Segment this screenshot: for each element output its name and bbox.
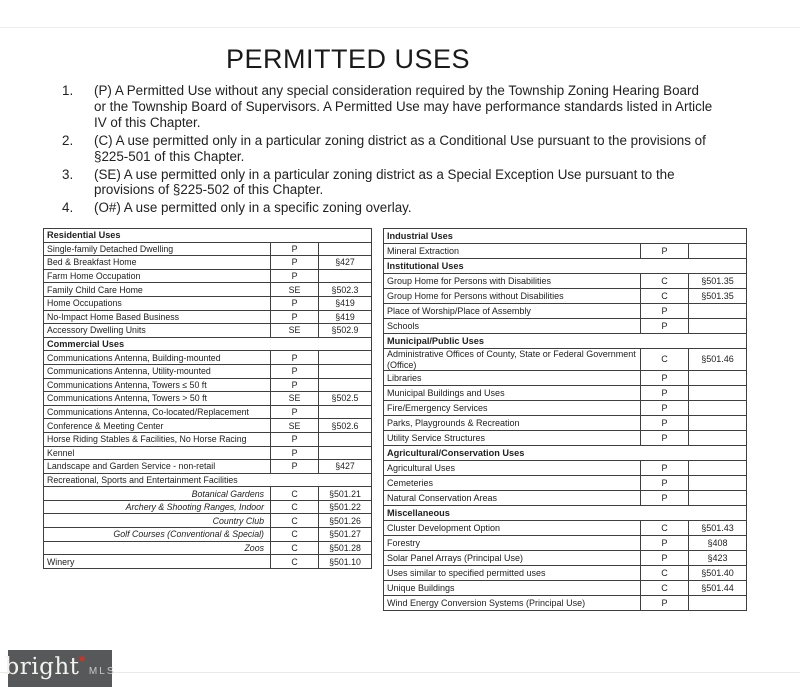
permission-code-cell: C <box>271 487 319 501</box>
section-ref-cell <box>689 416 747 431</box>
use-name-cell: Municipal Buildings and Uses <box>384 386 641 401</box>
right-table-body <box>384 229 747 611</box>
permitted-uses-table-right <box>383 228 747 611</box>
section-ref-cell: §501.28 <box>319 541 372 555</box>
table-row <box>44 242 372 256</box>
use-name-cell: Single-family Detached Dwelling <box>44 242 271 256</box>
table-row <box>44 473 372 487</box>
table-row <box>384 491 747 506</box>
use-name-cell: Horse Riding Stables & Facilities, No Horse Racing <box>44 432 271 446</box>
section-ref-cell: §501.22 <box>319 500 372 514</box>
permission-code-cell: P <box>271 269 319 283</box>
section-ref-cell <box>689 476 747 491</box>
use-name-cell: Golf Courses (Conventional & Special) <box>44 528 271 542</box>
use-name-cell: Botanical Gardens <box>44 487 271 501</box>
use-name-cell: Wind Energy Conversion Systems (Principal Use) <box>384 596 641 611</box>
permission-code-cell: C <box>641 566 689 581</box>
category-span-cell: Recreational, Sports and Entertainment Facilities <box>44 473 372 487</box>
use-name-cell: Cemeteries <box>384 476 641 491</box>
section-ref-cell <box>319 351 372 365</box>
permission-code-cell: C <box>641 274 689 289</box>
use-name-cell: Uses similar to specified permitted uses <box>384 566 641 581</box>
section-ref-cell <box>319 242 372 256</box>
permission-code-cell: P <box>641 386 689 401</box>
table-row <box>384 334 747 349</box>
table-row <box>384 259 747 274</box>
table-row <box>384 536 747 551</box>
permission-code-cell: P <box>271 446 319 460</box>
table-row <box>44 487 372 501</box>
table-row <box>384 461 747 476</box>
left-table-body <box>44 229 372 569</box>
table-row <box>44 351 372 365</box>
use-name-cell: Parks, Playgrounds & Recreation <box>384 416 641 431</box>
use-name-cell: Agricultural Uses <box>384 461 641 476</box>
use-name-cell: Forestry <box>384 536 641 551</box>
permission-code-cell: C <box>641 521 689 536</box>
use-name-cell: Farm Home Occupation <box>44 269 271 283</box>
section-header-cell: Municipal/Public Uses <box>384 334 747 349</box>
use-name-cell: Home Occupations <box>44 296 271 310</box>
section-ref-cell <box>689 491 747 506</box>
section-ref-cell <box>319 432 372 446</box>
table-row <box>384 581 747 596</box>
permission-code-cell: P <box>641 536 689 551</box>
table-row <box>44 541 372 555</box>
section-ref-cell: §501.27 <box>319 528 372 542</box>
section-header-cell: Commercial Uses <box>44 337 372 351</box>
definition-text: (P) A Permitted Use without any special consideration required by the Township Zoning Hearing Board or the Township Board of Supervisors. A Permitted Use may have performance standards listed in Article IV of this Chapter. <box>94 83 713 130</box>
definition-text: (C) A use permitted only in a particular zoning district as a Conditional Use pursuant to the provisions of §225-501 of this Chapter. <box>94 132 706 164</box>
permission-code-cell: SE <box>271 283 319 297</box>
use-name-cell: Conference & Meeting Center <box>44 419 271 433</box>
bright-mls-logo-suffix: MLS <box>88 666 116 677</box>
permission-code-cell: P <box>641 401 689 416</box>
permission-code-cell: SE <box>271 392 319 406</box>
table-row <box>384 401 747 416</box>
table-row <box>384 416 747 431</box>
definition-number: 4. <box>62 200 74 216</box>
table-row <box>384 349 747 371</box>
use-name-cell: Mineral Extraction <box>384 244 641 259</box>
section-ref-cell: §501.35 <box>689 289 747 304</box>
definition-text: (SE) A use permitted only in a particular zoning district as a Special Exception Use pursuant to the provisions of §225-502 of this Chapter. <box>94 166 675 198</box>
permission-code-cell: P <box>641 371 689 386</box>
use-name-cell: Kennel <box>44 446 271 460</box>
table-row <box>384 506 747 521</box>
table-row <box>384 371 747 386</box>
page-title: PERMITTED USES <box>225 44 471 74</box>
section-ref-cell: §501.40 <box>689 566 747 581</box>
section-ref-cell: §501.46 <box>689 349 747 371</box>
permission-code-cell: P <box>271 405 319 419</box>
permission-code-cell: C <box>641 349 689 371</box>
permission-code-cell: P <box>641 596 689 611</box>
use-name-cell: Winery <box>44 555 271 569</box>
table-row <box>44 460 372 474</box>
section-ref-cell <box>319 269 372 283</box>
use-name-cell: Utility Service Structures <box>384 431 641 446</box>
permission-code-cell: P <box>641 416 689 431</box>
table-row <box>44 432 372 446</box>
definition-item <box>62 200 714 216</box>
table-row <box>384 446 747 461</box>
use-name-cell: Zoos <box>44 541 271 555</box>
table-row <box>44 514 372 528</box>
permission-code-cell: P <box>271 310 319 324</box>
section-ref-cell <box>689 596 747 611</box>
table-row <box>44 378 372 392</box>
table-row <box>44 419 372 433</box>
table-row <box>44 283 372 297</box>
permission-code-cell: C <box>271 500 319 514</box>
section-ref-cell <box>689 244 747 259</box>
section-ref-cell: §502.3 <box>319 283 372 297</box>
use-name-cell: No-Impact Home Based Business <box>44 310 271 324</box>
use-name-cell: Family Child Care Home <box>44 283 271 297</box>
section-ref-cell <box>319 378 372 392</box>
star-icon: ✱ <box>78 654 86 664</box>
definition-text: (O#) A use permitted only in a specific zoning overlay. <box>94 200 412 216</box>
section-ref-cell <box>689 304 747 319</box>
table-row <box>384 319 747 334</box>
permission-code-cell: P <box>271 242 319 256</box>
permitted-uses-table-left <box>43 228 372 569</box>
use-name-cell: Accessory Dwelling Units <box>44 324 271 338</box>
table-row <box>384 274 747 289</box>
section-ref-cell: §427 <box>319 460 372 474</box>
table-row <box>384 304 747 319</box>
permission-code-cell: P <box>641 244 689 259</box>
definition-item <box>62 83 714 131</box>
table-row <box>44 256 372 270</box>
permission-code-cell: P <box>641 431 689 446</box>
table-row <box>44 500 372 514</box>
use-name-cell: Unique Buildings <box>384 581 641 596</box>
section-ref-cell: §423 <box>689 551 747 566</box>
section-ref-cell: §501.10 <box>319 555 372 569</box>
use-name-cell: Schools <box>384 319 641 334</box>
section-ref-cell <box>319 364 372 378</box>
permission-code-cell: P <box>641 551 689 566</box>
table-row <box>384 566 747 581</box>
page-top-divider <box>0 27 800 28</box>
section-ref-cell <box>319 446 372 460</box>
definitions-list <box>62 83 714 218</box>
section-ref-cell: §501.35 <box>689 274 747 289</box>
section-ref-cell <box>319 405 372 419</box>
section-header-cell: Agricultural/Conservation Uses <box>384 446 747 461</box>
permission-code-cell: P <box>271 460 319 474</box>
table-row <box>44 337 372 351</box>
permission-code-cell: C <box>641 289 689 304</box>
permission-code-cell: P <box>271 256 319 270</box>
permission-code-cell: P <box>641 319 689 334</box>
use-name-cell: Natural Conservation Areas <box>384 491 641 506</box>
permission-code-cell: C <box>271 555 319 569</box>
table-row <box>384 551 747 566</box>
permission-code-cell: C <box>271 541 319 555</box>
use-name-cell: Fire/Emergency Services <box>384 401 641 416</box>
section-ref-cell <box>689 401 747 416</box>
table-row <box>384 386 747 401</box>
use-name-cell: Administrative Offices of County, State or Federal Government (Office) <box>384 349 641 371</box>
table-row <box>44 229 372 243</box>
permission-code-cell: SE <box>271 324 319 338</box>
use-name-cell: Country Club <box>44 514 271 528</box>
section-header-cell: Institutional Uses <box>384 259 747 274</box>
definition-item <box>62 167 714 199</box>
table-row <box>44 296 372 310</box>
use-name-cell: Archery & Shooting Ranges, Indoor <box>44 500 271 514</box>
definition-number: 3. <box>62 166 74 182</box>
table-row <box>44 405 372 419</box>
section-ref-cell: §502.5 <box>319 392 372 406</box>
permission-code-cell: P <box>641 476 689 491</box>
table-row <box>44 392 372 406</box>
section-ref-cell: §501.21 <box>319 487 372 501</box>
definition-item <box>62 133 714 165</box>
section-ref-cell: §408 <box>689 536 747 551</box>
use-name-cell: Communications Antenna, Utility-mounted <box>44 364 271 378</box>
table-row <box>44 364 372 378</box>
definition-number: 2. <box>62 132 74 148</box>
table-row <box>44 446 372 460</box>
permission-code-cell: C <box>641 581 689 596</box>
use-name-cell: Communications Antenna, Towers > 50 ft <box>44 392 271 406</box>
section-ref-cell: §419 <box>319 296 372 310</box>
section-ref-cell <box>689 461 747 476</box>
use-name-cell: Libraries <box>384 371 641 386</box>
permission-code-cell: P <box>271 378 319 392</box>
section-ref-cell <box>689 319 747 334</box>
use-name-cell: Solar Panel Arrays (Principal Use) <box>384 551 641 566</box>
permission-code-cell: SE <box>271 419 319 433</box>
definition-number: 1. <box>62 83 74 98</box>
table-row <box>384 244 747 259</box>
section-ref-cell: §501.43 <box>689 521 747 536</box>
bright-mls-logo <box>4 650 116 687</box>
permission-code-cell: P <box>271 432 319 446</box>
permission-code-cell: P <box>641 461 689 476</box>
table-row <box>44 555 372 569</box>
table-row <box>384 289 747 304</box>
section-ref-cell: §427 <box>319 256 372 270</box>
table-row <box>384 521 747 536</box>
use-name-cell: Group Home for Persons without Disabilities <box>384 289 641 304</box>
use-name-cell: Communications Antenna, Co-located/Replacement <box>44 405 271 419</box>
section-ref-cell <box>689 386 747 401</box>
section-header-cell: Miscellaneous <box>384 506 747 521</box>
section-ref-cell: §502.9 <box>319 324 372 338</box>
permission-code-cell: C <box>271 528 319 542</box>
table-row <box>44 310 372 324</box>
use-name-cell: Place of Worship/Place of Assembly <box>384 304 641 319</box>
section-ref-cell: §502.6 <box>319 419 372 433</box>
use-name-cell: Communications Antenna, Towers ≤ 50 ft <box>44 378 271 392</box>
use-name-cell: Cluster Development Option <box>384 521 641 536</box>
table-row <box>384 476 747 491</box>
section-header-cell: Industrial Uses <box>384 229 747 244</box>
permission-code-cell: P <box>271 351 319 365</box>
permission-code-cell: P <box>641 304 689 319</box>
table-row <box>384 229 747 244</box>
section-ref-cell <box>689 371 747 386</box>
use-name-cell: Group Home for Persons with Disabilities <box>384 274 641 289</box>
bright-mls-logo-wordmark: bright <box>4 654 80 680</box>
permission-code-cell: P <box>271 364 319 378</box>
permission-code-cell: C <box>271 514 319 528</box>
table-row <box>384 596 747 611</box>
section-ref-cell <box>689 431 747 446</box>
section-ref-cell: §501.26 <box>319 514 372 528</box>
page-bottom-divider <box>0 672 800 673</box>
table-row <box>44 528 372 542</box>
section-ref-cell: §419 <box>319 310 372 324</box>
permission-code-cell: P <box>641 491 689 506</box>
section-ref-cell: §501.44 <box>689 581 747 596</box>
section-header-cell: Residential Uses <box>44 229 372 243</box>
permission-code-cell: P <box>271 296 319 310</box>
use-name-cell: Communications Antenna, Building-mounted <box>44 351 271 365</box>
table-row <box>384 431 747 446</box>
use-name-cell: Bed & Breakfast Home <box>44 256 271 270</box>
use-name-cell: Landscape and Garden Service - non-retail <box>44 460 271 474</box>
table-row <box>44 324 372 338</box>
table-row <box>44 269 372 283</box>
